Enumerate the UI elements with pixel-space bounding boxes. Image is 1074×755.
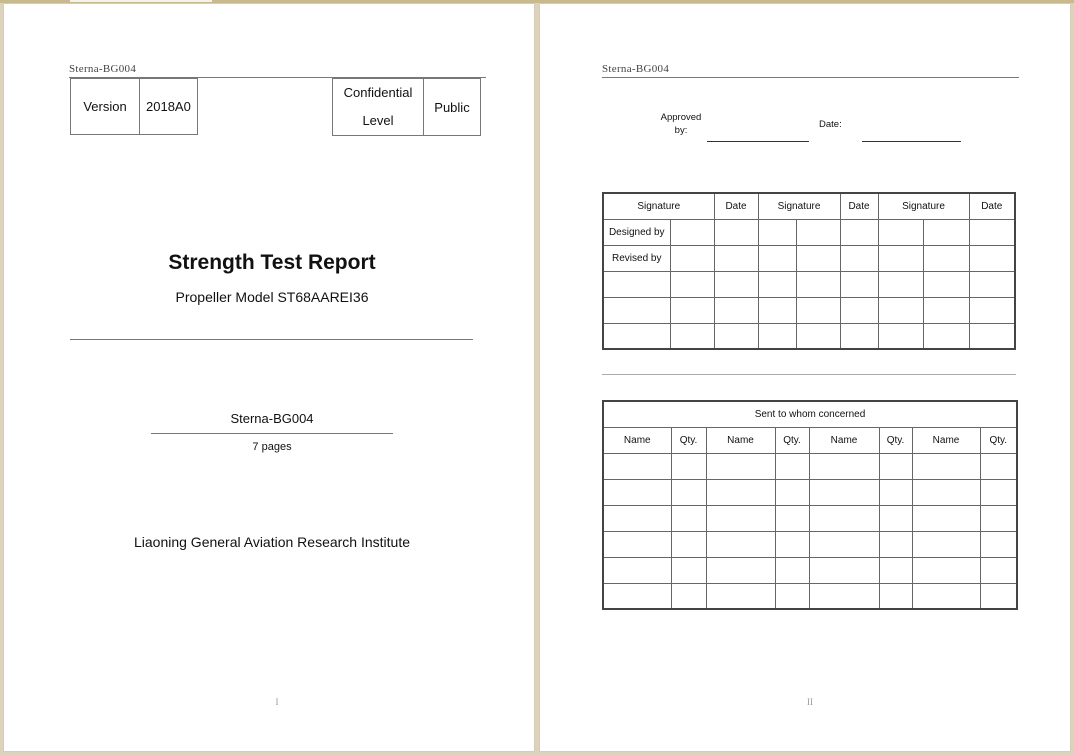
approval-date-line [862,141,961,142]
table-row [603,583,1017,609]
version-label: Version [71,79,140,135]
date-label: Date: [819,119,842,130]
dist-header-qty-3: Qty. [879,427,912,453]
dist-header-qty-4: Qty. [980,427,1017,453]
dist-header-name-1: Name [603,427,671,453]
confidential-table [332,78,481,136]
confidential-label [333,79,424,136]
table-row [603,271,1015,297]
distribution-title: Sent to whom concerned [603,401,1017,427]
page-count: 7 pages [252,441,292,453]
sig-header-signature-1: Signature [603,193,714,219]
sig-header-date-2: Date [840,193,878,219]
header-rule [602,77,1019,78]
top-edge-tab [70,0,212,2]
institute-name: Liaoning General Aviation Research Institute [133,534,411,550]
confidential-label-line2: Level [362,113,394,128]
dist-header-qty-1: Qty. [671,427,706,453]
sig-header-date-1: Date [714,193,758,219]
dist-header-qty-2: Qty. [775,427,809,453]
report-subtitle: Propeller Model ST68AAREI36 [175,289,369,305]
table-row [603,479,1017,505]
version-value: 2018A0 [140,79,198,135]
table-row [603,453,1017,479]
approved-by-line2: by: [674,125,688,136]
distribution-table [602,400,1018,610]
page-number: II [807,697,813,707]
header-doc-code: Sterna-BG004 [69,63,137,75]
row-label-designed-by: Designed by [603,219,670,245]
table-row [603,505,1017,531]
page-number: I [275,697,279,707]
dist-header-name-3: Name [809,427,879,453]
sig-header-signature-2: Signature [758,193,840,219]
confidential-label-line1: Confidential [343,85,413,100]
document-page-2 [540,4,1070,751]
sig-header-signature-3: Signature [878,193,969,219]
table-row [603,557,1017,583]
row-label-revised-by: Revised by [603,245,670,271]
table-row [603,323,1015,349]
report-title: Strength Test Report [168,251,376,274]
dist-header-name-2: Name [706,427,775,453]
dist-header-name-4: Name [912,427,980,453]
approved-by-label [652,111,710,137]
table-row [603,219,1015,245]
doc-number-rule [151,433,393,434]
version-table [70,78,198,135]
approved-by-line1: Approved [660,112,702,123]
header-doc-code: Sterna-BG004 [602,63,670,75]
table-row [603,297,1015,323]
signature-table [602,192,1016,350]
section-divider [602,374,1016,375]
title-divider [70,339,473,340]
doc-number: Sterna-BG004 [230,411,314,426]
table-row [603,245,1015,271]
approved-by-line [707,141,809,142]
table-row [603,531,1017,557]
document-page-1 [4,4,534,751]
sig-header-date-3: Date [969,193,1015,219]
confidential-value: Public [424,79,481,136]
